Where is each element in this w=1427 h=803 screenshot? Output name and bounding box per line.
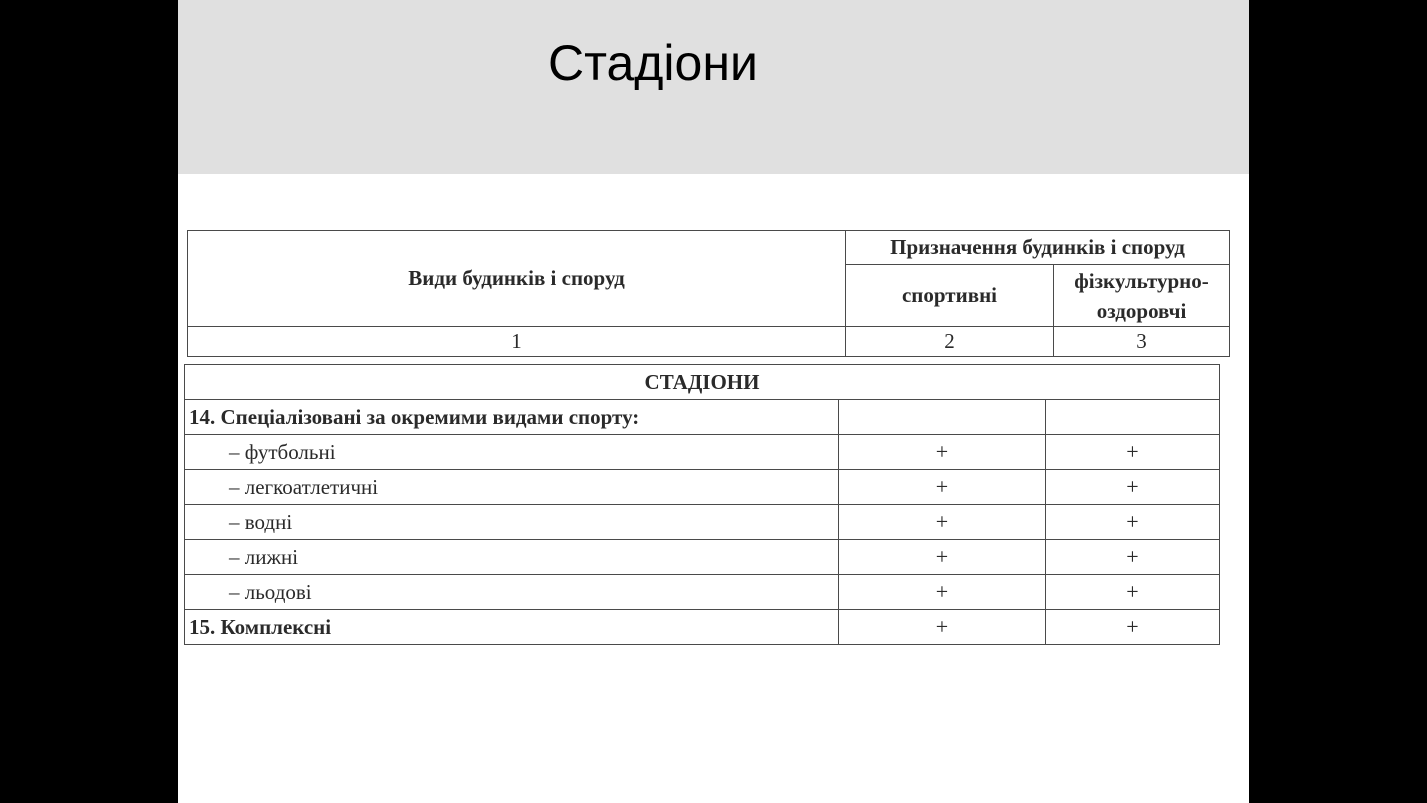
col3-header-line2: оздоровчі (1096, 298, 1187, 323)
sport-mark: + (839, 610, 1046, 645)
table-row (185, 470, 1220, 505)
group14-label: 14. Спеціалізовані за окремими видами спорту: (185, 400, 839, 435)
sport-mark: + (839, 505, 1046, 540)
sport-mark: + (839, 540, 1046, 575)
table-row (185, 610, 1220, 645)
header-table (187, 230, 1230, 357)
col3-header (1054, 265, 1230, 327)
group-header: Призначення будинків і споруд (846, 231, 1230, 265)
table-row (185, 435, 1220, 470)
health-mark: + (1046, 470, 1220, 505)
sport-mark: + (839, 575, 1046, 610)
col-number-3: 3 (1054, 327, 1230, 357)
col1-header: Види будинків і споруд (188, 231, 846, 327)
body-table (184, 364, 1220, 645)
row-label: – легкоатлетичні (185, 470, 839, 505)
row-label: – льодові (185, 575, 839, 610)
sport-mark: + (839, 470, 1046, 505)
section-title: СТАДІОНИ (185, 365, 1220, 400)
health-mark: + (1046, 505, 1220, 540)
row-label: – футбольні (185, 435, 839, 470)
row-label: – водні (185, 505, 839, 540)
col2-header: спортивні (846, 265, 1054, 327)
title-bar (178, 0, 1249, 174)
sport-mark: + (839, 435, 1046, 470)
slide-title: Стадіони (548, 35, 758, 91)
table-row (185, 575, 1220, 610)
table-row (185, 505, 1220, 540)
row-label: 15. Комплексні (185, 610, 839, 645)
empty-cell (839, 400, 1046, 435)
health-mark: + (1046, 540, 1220, 575)
col-number-2: 2 (846, 327, 1054, 357)
health-mark: + (1046, 610, 1220, 645)
health-mark: + (1046, 435, 1220, 470)
table-row (185, 540, 1220, 575)
health-mark: + (1046, 575, 1220, 610)
col3-header-line1: фізкультурно- (1074, 268, 1209, 293)
col-number-1: 1 (188, 327, 846, 357)
slide (178, 0, 1249, 803)
row-label: – лижні (185, 540, 839, 575)
empty-cell (1046, 400, 1220, 435)
